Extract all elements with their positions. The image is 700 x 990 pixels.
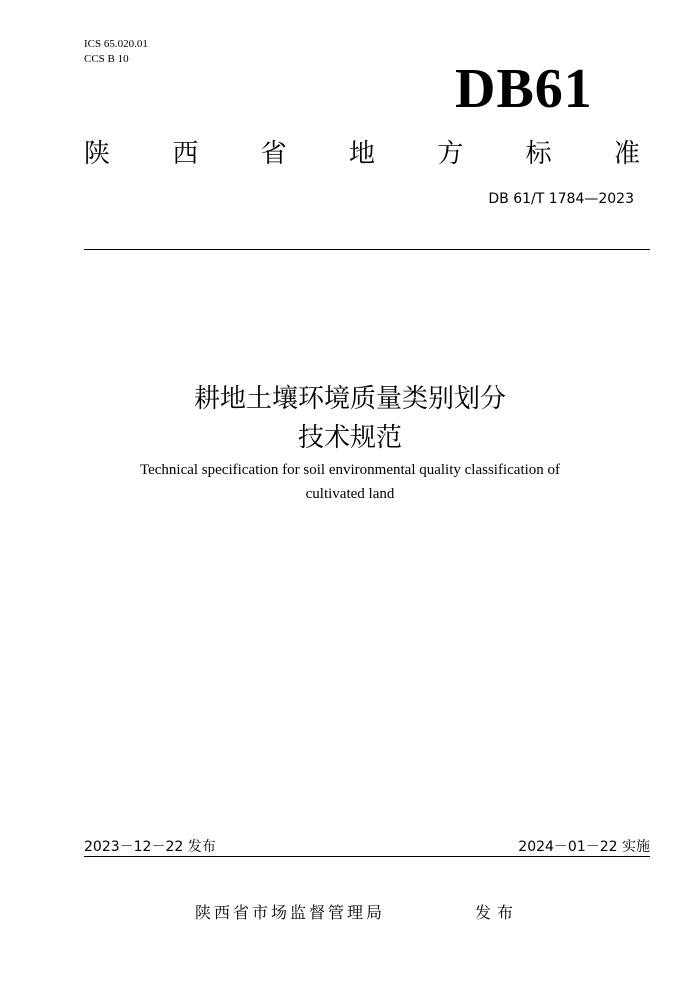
issuing-authority: 陕西省市场监督管理局 (195, 903, 386, 922)
standard-type-char: 地 (348, 139, 375, 169)
title-english-line-2: cultivated land (305, 486, 395, 502)
title-english (100, 458, 600, 506)
title-chinese-line-2: 技术规范 (297, 423, 402, 453)
standard-type-char: 方 (437, 139, 464, 169)
issue-label: 发布 (475, 903, 520, 922)
standard-number: DB 61/T 1784—2023 (488, 191, 634, 207)
standard-type-char: 陕 (84, 139, 111, 169)
title-chinese-line-1: 耕地土壤环境质量类别划分 (193, 384, 506, 414)
ccs-code: CCS B 10 (84, 53, 129, 65)
ics-code: ICS 65.020.01 (84, 38, 148, 50)
classification-codes (84, 37, 148, 67)
standard-logo: DB61 (455, 58, 593, 120)
standard-type-char: 省 (260, 139, 287, 169)
header-divider (84, 249, 650, 250)
standard-type-char: 准 (613, 139, 640, 169)
footer-divider (84, 856, 650, 857)
standard-type-char: 标 (525, 139, 552, 169)
title-english-line-1: Technical specification for soil environmental quality classification of (139, 462, 561, 478)
release-date: 2023－12－22 发布 (84, 839, 216, 855)
date-row (84, 838, 650, 856)
standard-type-heading (84, 138, 640, 170)
standard-type-char: 西 (172, 139, 199, 169)
effective-date: 2024－01－22 实施 (518, 839, 650, 855)
